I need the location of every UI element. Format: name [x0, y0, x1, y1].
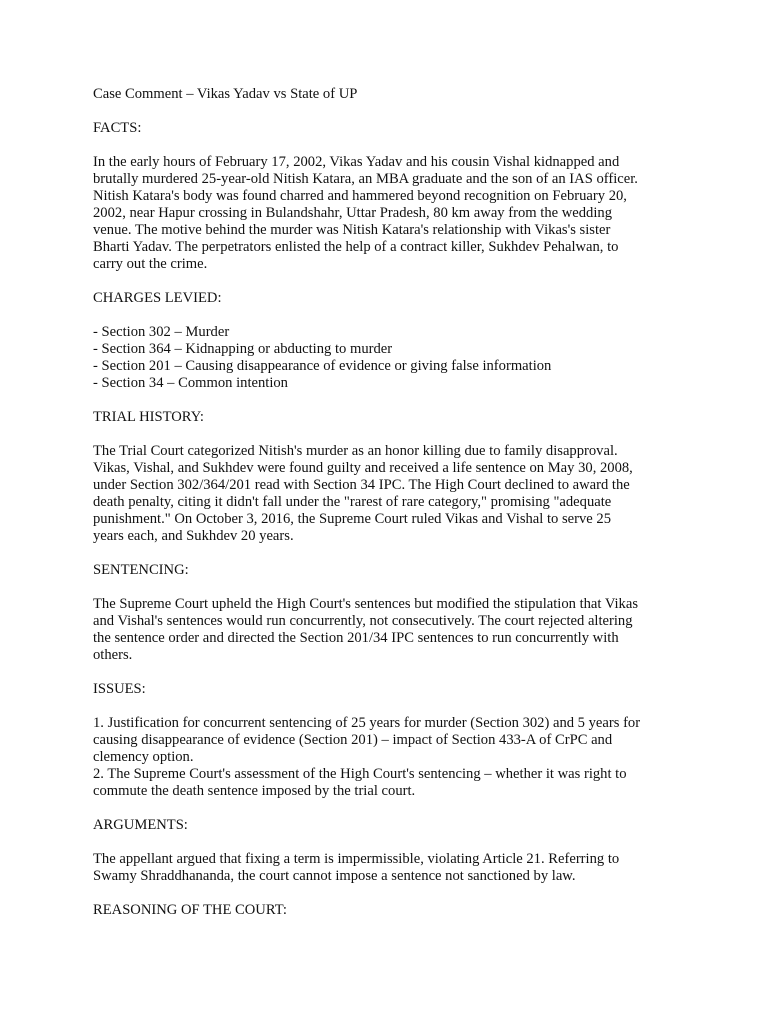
paragraph-line: causing disappearance of evidence (Section 201) – impact of Section 433-A of CrPC and: [93, 732, 613, 748]
sentencing-paragraph: [93, 596, 693, 664]
reasoning-heading: REASONING OF THE COURT:: [93, 902, 287, 918]
paragraph-line: others.: [93, 647, 133, 663]
paragraph-line: The Supreme Court upheld the High Court's sentences but modified the stipulation that Vikas: [93, 596, 639, 612]
paragraph-line: punishment." On October 3, 2016, the Supreme Court ruled Vikas and Vishal to serve 25: [93, 511, 612, 527]
paragraph-line: Bharti Yadav. The perpetrators enlisted the help of a contract killer, Sukhdev Pehalwan, to: [93, 239, 619, 255]
spacer: [93, 698, 693, 715]
spacer: [93, 392, 693, 409]
paragraph-line: commute the death sentence imposed by the trial court.: [93, 783, 416, 799]
paragraph-line: 2002, near Hapur crossing in Bulandshahr, Uttar Pradesh, 80 km away from the wedding: [93, 205, 612, 221]
spacer: [93, 800, 693, 817]
paragraph-line: The appellant argued that fixing a term is impermissible, violating Article 21. Referring to: [93, 851, 620, 867]
paragraph-line: years each, and Sukhdev 20 years.: [93, 528, 294, 544]
sentencing-heading: SENTENCING:: [93, 562, 189, 578]
paragraph-line: death penalty, citing it didn't fall under the "rarest of rare category," promising "adequate: [93, 494, 612, 510]
facts-heading: FACTS:: [93, 120, 142, 136]
paragraph-line: Swamy Shraddhananda, the court cannot impose a sentence not sanctioned by law.: [93, 868, 576, 884]
paragraph-line: and Vishal's sentences would run concurrently, not consecutively. The court rejected altering: [93, 613, 633, 629]
list-item: - Section 364 – Kidnapping or abducting to murder: [93, 341, 393, 357]
spacer: [93, 664, 693, 681]
paragraph-line: Vikas, Vishal, and Sukhdev were found guilty and received a life sentence on May 30, 2008,: [93, 460, 633, 476]
paragraph-line: In the early hours of February 17, 2002, Vikas Yadav and his cousin Vishal kidnapped and: [93, 154, 620, 170]
paragraph-line: the sentence order and directed the Section 201/34 IPC sentences to run concurrently with: [93, 630, 619, 646]
facts-paragraph: [93, 154, 693, 273]
trial-history-paragraph: [93, 443, 693, 545]
issues-paragraph: [93, 715, 693, 800]
charges-list: [93, 324, 693, 392]
document-body: [93, 86, 693, 919]
paragraph-line: brutally murdered 25-year-old Nitish Katara, an MBA graduate and the son of an IAS officer.: [93, 171, 638, 187]
list-item: - Section 201 – Causing disappearance of evidence or giving false information: [93, 358, 552, 374]
spacer: [93, 426, 693, 443]
paragraph-line: Nitish Katara's body was found charred and hammered beyond recognition on February 20,: [93, 188, 627, 204]
issues-heading: ISSUES:: [93, 681, 146, 697]
paragraph-line: 2. The Supreme Court's assessment of the High Court's sentencing – whether it was right to: [93, 766, 627, 782]
spacer: [93, 103, 693, 120]
spacer: [93, 834, 693, 851]
spacer: [93, 307, 693, 324]
trial-history-heading: TRIAL HISTORY:: [93, 409, 204, 425]
document-title: Case Comment – Vikas Yadav vs State of UP: [93, 86, 358, 102]
paragraph-line: venue. The motive behind the murder was Nitish Katara's relationship with Vikas's sister: [93, 222, 611, 238]
spacer: [93, 137, 693, 154]
paragraph-line: clemency option.: [93, 749, 194, 765]
charges-heading: CHARGES LEVIED:: [93, 290, 222, 306]
list-item: - Section 302 – Murder: [93, 324, 230, 340]
paragraph-line: carry out the crime.: [93, 256, 208, 272]
paragraph-line: The Trial Court categorized Nitish's murder as an honor killing due to family disapproval.: [93, 443, 618, 459]
spacer: [93, 579, 693, 596]
spacer: [93, 273, 693, 290]
paragraph-line: under Section 302/364/201 read with Section 34 IPC. The High Court declined to award the: [93, 477, 630, 493]
arguments-paragraph: [93, 851, 693, 885]
spacer: [93, 885, 693, 902]
list-item: - Section 34 – Common intention: [93, 375, 288, 391]
paragraph-line: 1. Justification for concurrent sentencing of 25 years for murder (Section 302) and 5 years for: [93, 715, 641, 731]
spacer: [93, 545, 693, 562]
arguments-heading: ARGUMENTS:: [93, 817, 188, 833]
